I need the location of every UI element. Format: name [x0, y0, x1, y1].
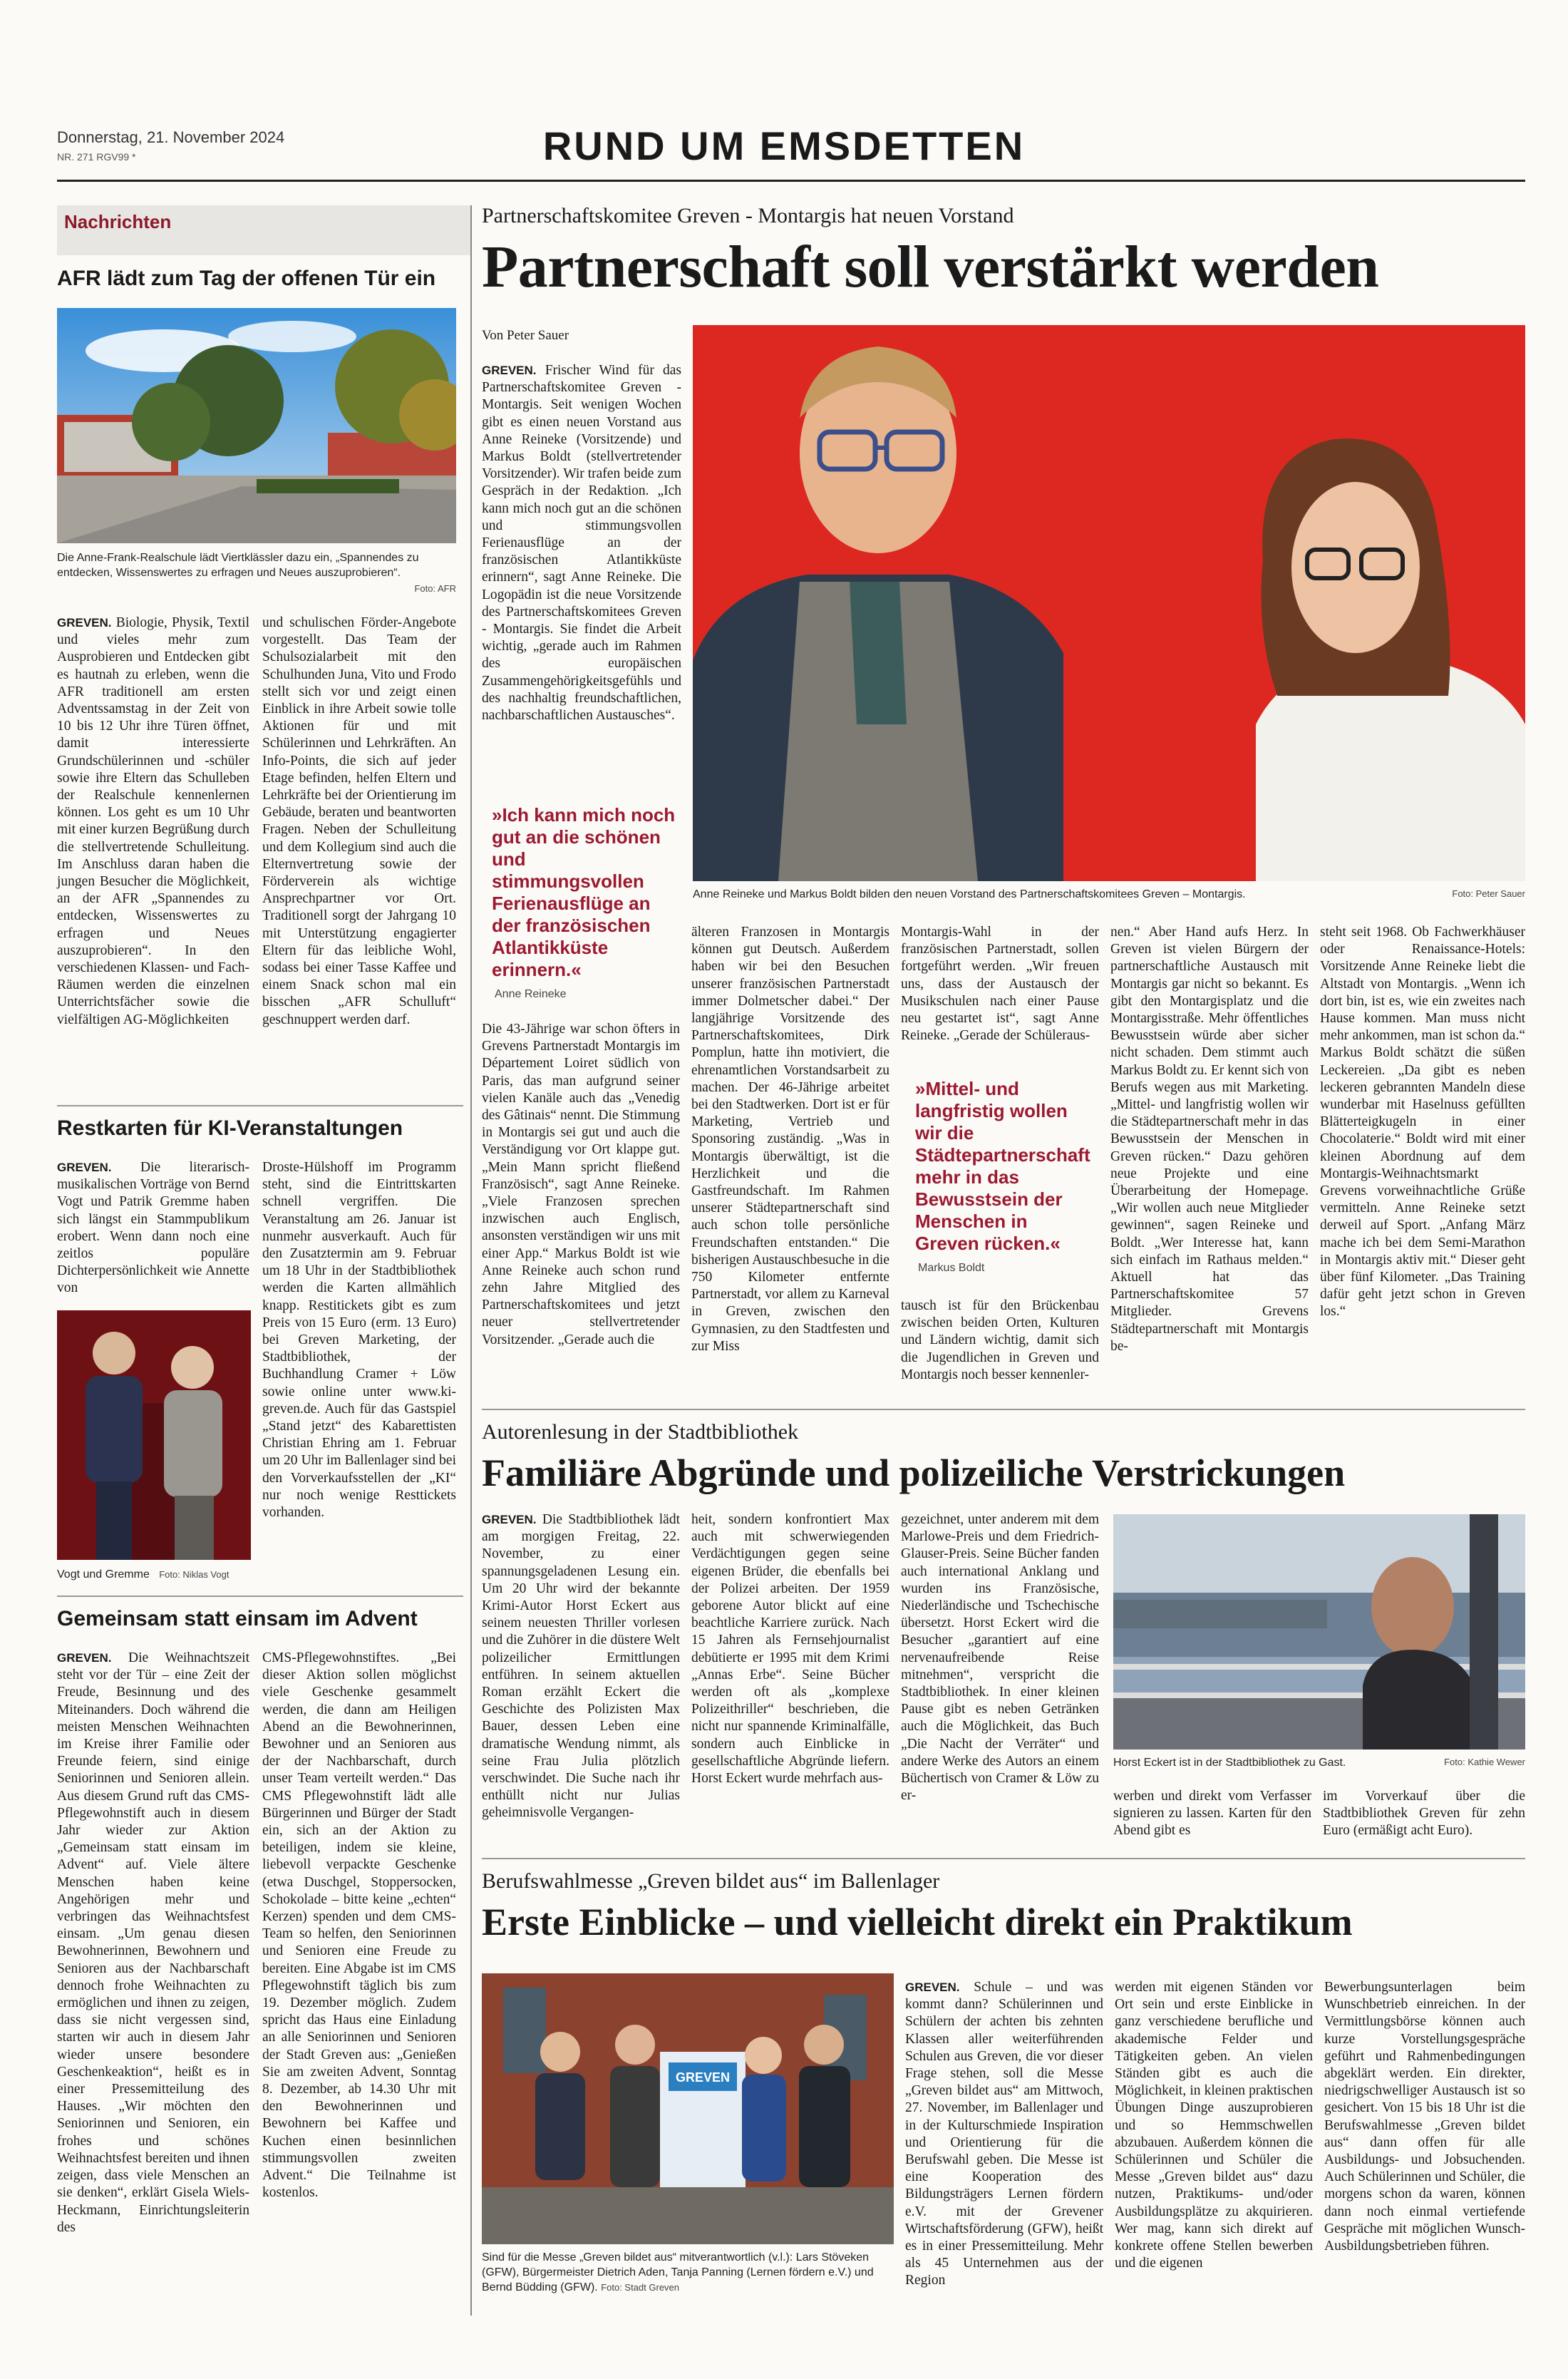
messe-col2-text: werden mit eigenen Ständen vor Ort sein und erste Einblicke in ganz verschiedene berufliche und akademische Felder und Tätigkeiten geben. An vielen Ständen gibt es auch die Möglichkeit, in kleinen praktischen Übungen Dinge auszuprobieren und so Hemmschwellen abzubauen. Außerdem können die Schülerinnen und Schüler die Messe „Greven bildet aus“ dazu nutzen, Praktikums- und/oder Ausbildungsplätze zu akquirieren. Wer mag, kann sich direkt auf konkrete offene Stellen bewerben und die eigenen	[1115, 1980, 1313, 2271]
afr-text-col2	[262, 615, 456, 1029]
main-photo-caption: Anne Reineke und Markus Boldt bilden den neuen Vorstand des Partnerschaftskomitees Greven – Montargis.	[693, 888, 1246, 900]
afr-col1-text: Biologie, Physik, Textil und vieles mehr zum Ausprobieren und Entdecken gibt es hautnah zu erleben, wenn die AFR traditionell am ersten Adventssamstag in der Zeit von 10 bis 12 Uhr ihre Türen öffnet, damit interessierte Grundschülerinnen und -schüler sowie ihre Eltern das Schulleben der Realschule kennenlernen können. Los geht es um 10 Uhr mit einer kurzen Begrüßung durch die stellvertretende Schulleitung. Im Anschluss daran haben die jungen Besucher die Möglichkeit, an der AFR „Spannendes zu entdecken, Wissenswertes zu erfragen und Neues auszuprobieren“. In den verschiedenen Klassen- und Fach-Räumen werden die einzelnen Unterrichtsfächer sowie die vielfältigen AG-Möglichkeiten	[57, 615, 249, 1027]
main-text-col1	[482, 1021, 680, 1349]
messe-col1-text: Schule – und was kommt dann? Schülerinnen und Schülern der achten bis zehnten Klassen aller weiterführenden Schulen aus Greven, die vor dieser Frage stehen, soll die Messe „Greven bildet aus“ am Mittwoch, 27. November, im Ballenlager und in der Kulturschmiede Inspiration und Orientierung für die Berufswahl geben. Die Messe ist eine Kooperation des Bildungsträgers Lernen fördern e.V. mit der Grevener Wirtschaftsförderung (GFW), heißt es in einer Pressemitteilung. Mehr als 45 Unternehmen aus der Region	[905, 1980, 1103, 2288]
lesung-text-col3	[901, 1511, 1099, 1804]
messe-text-col1	[905, 1979, 1103, 2290]
main-quote-1-author: Anne Reineke	[495, 988, 567, 1000]
main-col4-text: nen.“ Aber Hand aufs Herz. In Greven ist vielen Bürgern der partnerschaftliche Austausch mit Montargis gar nicht so bekannt. Es gibt den Montargisplatz und die Montargisstraße. Mehr öffentliches Bewusstsein würde aber sicher nicht schaden. Dem stimmt auch Markus Boldt zu. Er kennt sich von Berufs wegen aus mit Marketing. „Mittel- und langfristig wollen wir die Städtepartnerschaft mehr in das Bewusstsein der Menschen in Greven rücken.“ Dazu gehören neue Projekte und eine Überarbeitung der Homepage. „Wir wollen auch neue Mitglieder gewinnen“, sagen Reineke und Boldt. „Wer Interesse hat, kann sich einfach im Rathaus melden.“ Aktuell hat das Partnerschaftskomitee 57 Mitglieder. Grevens Städtepartnerschaft mit Montargis be-	[1110, 925, 1309, 1354]
reineke-boldt-photo	[693, 325, 1525, 881]
lesung-col3-text: gezeichnet, unter anderem mit dem Marlowe-Preis und dem Friedrich-Glauser-Preis. Seine Bücher fanden auch international Anklang und wurden ins Französische, Niederländische und Tschechische übersetzt. Horst Eckert wird die Besucher „garantiert auf eine nervenaufreibende Reise mitnehmen“, verspricht die Stadtbibliothek. In einer kleinen Pause gibt es neben Getränken auch die Möglichkeit, das Buch „Die Nacht der Verräter“ und andere Werke des Autors an einem Büchertisch von Cramer & Löw zu er-	[901, 1512, 1099, 1804]
main-col1-text: Die 43-Jährige war schon öfters in Grevens Partnerstadt Montargis im Département Loiret südlich von Paris, das man aufgrund seiner vielen Kanäle auch das „Venedig des Gâtinais“ nennt. Die Stimmung in Montargis sei gut und auch die Verständigung vor Ort klappe gut. „Mein Mann spricht fließend Französisch“, sagt Anne Reineke. „Viele Franzosen sprechen inzwischen auch Englisch, ansonsten verständigen wir uns mit einer App.“ Markus Boldt ist wie Anne Reineke auch schon rund zehn Jahre Mitglied des Partnerschaftskomitees und jetzt neuer stellvertretender Vorsitzender. „Gerade auch die	[482, 1022, 680, 1347]
messe-group-photo	[482, 1973, 894, 2244]
afr-headline: AFR lädt zum Tag der offenen Tür ein	[57, 267, 436, 290]
main-text-col2	[691, 924, 889, 1355]
lesung-photo-credit: Foto: Kathie Wewer	[1444, 1757, 1525, 1767]
lesung-col5-text: im Vorverkauf über die Stadtbibliothek Greven für zehn Euro (ermäßigt acht Euro).	[1323, 1789, 1525, 1839]
afr-text-col1	[57, 615, 249, 1029]
lesung-photo-caption: Horst Eckert ist in der Stadtbibliothek zu Gast.	[1113, 1757, 1346, 1769]
messe-headline: Erste Einblicke – und vielleicht direkt ein Praktikum	[482, 1901, 1353, 1943]
afr-caption: Die Anne-Frank-Realschule lädt Viertklässler dazu ein, „Spannendes zu entdecken, Wissenswertes zu erfragen und Neues auszuprobieren“.	[57, 552, 419, 579]
messe-kicker: Berufswahlmesse „Greven bildet aus“ im Ballenlager	[482, 1869, 940, 1893]
main-byline: Von Peter Sauer	[482, 328, 569, 343]
lesung-dateline: GREVEN.	[482, 1513, 537, 1526]
main-quote-2: »Mittel- und langfristig wollen wir die Städtepartnerschaft mehr in das Bewusstsein der Menschen in Greven rücken.«	[915, 1078, 1090, 1254]
advent-col1-text: Die Weihnachtszeit steht vor der Tür – eine Zeit der Freude, Besinnung und des Miteinanders. Doch während die meisten Menschen Weihnachten im Kreise ihrer Familie oder Freunde feiern, sind einige Seniorinnen und Senioren allein. Aus diesem Grund ruft das CMS-Pflegewohnstift auch in diesem Jahr wieder zur Aktion „Gemeinsam statt einsam im Advent“ auf. Viele ältere Menschen haben keine Angehörigen mehr und verbringen das Weihnachtsfest einsam. „Um genau diesen Bewohnerinnen, Bewohnern und Senioren aus der Nachbarschaft dennoch frohe Weihnachten zu ermöglichen und ihnen zu zeigen, dass sie nicht vergessen sind, starten wir auch in diesem Jahr wieder unsere besondere Geschenkeaktion“, heißt es in einer Pressemitteilung des Hauses. „Wir möchten den Seniorinnen und Senioren, ein frohes und schönes Weihnachtsfest bereiten und ihnen zeigen, dass viele Menschen an sie denken“, erklärt Gisela Wiels-Heckmann, Einrichtungsleiterin des	[57, 1650, 249, 2235]
main-col3a-text: Montargis-Wahl in der französischen Partnerstadt, sollen fortgeführt werden. „Wir freuen uns, dass der Austausch der Musikschulen nach einer Pause neu gestartet ist“, sagt Anne Reineke. „Gerade der Schüleraus-	[901, 925, 1099, 1044]
eckert-photo	[1113, 1514, 1525, 1749]
lesung-col2-text: heit, sondern konfrontiert Max auch mit schwerwiegenden Verdächtigungen gegen seine eigenen Brüder, die ebenfalls bei der Polizei arbeiten. Der 1959 geborene Autor blickt auf eine beachtliche Karriere zurück. Nach 15 Jahren als Fernsehjournalist debütierte er 1995 mit dem Krimi „Annas Erbe“. Seine Bücher werden oft als „komplexe Polizeithriller“ beschrieben, die nicht nur spannende Kriminalfälle, sondern auch Einblicke in gesellschaftliche Abgründe liefern. Horst Eckert wurde mehrfach aus-	[691, 1512, 889, 1787]
ki-caption-row	[57, 1567, 251, 1582]
advent-dateline: GREVEN.	[57, 1651, 112, 1665]
advent-col2-text: CMS-Pflegewohnstiftes. „Bei dieser Aktion sollen möglichst viele Geschenke gesammelt werden, die dann am Heiligen Abend an die Bewohnerinnen, Bewohner und an Senioren aus der der Nachbarschaft, durch unser Team verteilt werden.“ Das CMS Pflegewohnstift lädt alle Bürgerinnen und Bürger der Stadt ein, sich an der Aktion zu beteiligen, indem sie kleine, liebevoll verpackte Geschenke (etwa Duschgel, Stoppersocken, Schokolade – bitte keine „echten“ Kerzen) spenden und dem CMS-Team so helfen, den Seniorinnen und Senioren eine Freude zu bereiten. Eine Abgabe ist im CMS Pflegewohnstift täglich bis zum 19. Dezember möglich. Zudem spricht das Haus eine Einladung an alle Seniorinnen und Senioren der Stadt Greven aus: „Genießen Sie am zweiten Advent, Sonntag 8. Dezember, ab 14.30 Uhr mit den Bewohnerinnen und Bewohnern bei Kaffee und Kuchen einen besinnlichen stimmungsvollen zweiten Advent.“ Die Teilnahme ist kostenlos.	[262, 1650, 456, 2201]
ki-col1-text: Die literarisch-musikalischen Vorträge von Bernd Vogt und Patrik Gremme haben sich längst ein Stammpublikum erobert. Wenn dann noch eine zeitlos populäre Dichterpersönlichkeit wie Annette von	[57, 1160, 249, 1296]
lesung-col4-text: werben und direkt vom Verfasser signieren zu lassen. Karten für den Abend gibt es	[1113, 1789, 1311, 1839]
ki-headline: Restkarten für KI-Veranstaltungen	[57, 1116, 403, 1140]
main-intro	[482, 362, 681, 724]
main-col3b-text: tausch ist für den Brückenbau zwischen beiden Orten, Kulturen und Ländern wichtig, damit sich die Jugendlichen in Greven und Montargis noch besser kennenler-	[901, 1298, 1099, 1382]
main-divider-2	[482, 1858, 1525, 1859]
page-section-title: RUND UM EMSDETTEN	[542, 123, 1026, 168]
issue-date: Donnerstag, 21. November 2024	[57, 128, 285, 146]
messe-text-col2	[1115, 1979, 1313, 2272]
messe-banner-text: GREVEN	[675, 2070, 731, 2085]
messe-text-col3	[1324, 1979, 1525, 2255]
sidebar-divider-1	[57, 1105, 463, 1106]
main-divider-1	[482, 1409, 1525, 1410]
ki-photo-credit: Foto: Niklas Vogt	[159, 1569, 229, 1580]
lesung-text-col5	[1323, 1788, 1525, 1840]
afr-school-photo	[57, 308, 456, 543]
advent-text-col2	[262, 1650, 456, 2202]
ki-col2-text: Droste-Hülshoff im Programm steht, sind die Eintrittskarten schnell vergriffen. Die Veranstaltung am 26. Januar ist nunmehr ausverkauft. Auch für den Zusatztermin am 9. Februar um 18 Uhr in der Stadtbibliothek werden die Karten allmählich knapp. Restitickets gibt es zum Preis von 15 Euro (erm. 13 Euro) bei Greven Marketing, der Stadtbibliothek, der Buchhandlung Cramer + Löw sowie online unter www.ki-greven.de. Auch für das Gastspiel „Stand jetzt“ des Kabarettisten Christian Ehring am 1. Februar um 20 Uhr im Ballenlager sind bei den Vorverkaufsstellen der „KI“ nur noch wenige Resttickets vorhanden.	[262, 1160, 456, 1521]
main-text-col3a	[901, 924, 1099, 1044]
main-photo-credit: Foto: Peter Sauer	[1452, 888, 1525, 899]
ki-caption: Vogt und Gremme	[57, 1568, 150, 1581]
section-label: Nachrichten	[64, 211, 172, 232]
ki-dateline: GREVEN.	[57, 1161, 112, 1174]
lesung-text-col1	[482, 1511, 680, 1822]
sidebar-divider-2	[57, 1596, 463, 1597]
lesung-text-col2	[691, 1511, 889, 1787]
messe-caption-text: Sind für die Messe „Greven bildet aus“ mitverantwortlich (v.l.): Lars Stöveken (GFW), Bürgermeister Dietrich Aden, Tanja Panning (Lernen fördern e.V.) und Bernd Büdding (GFW).	[482, 2251, 874, 2293]
advent-text-col1	[57, 1650, 249, 2236]
lesung-headline: Familiäre Abgründe und polizeiliche Verstrickungen	[482, 1451, 1346, 1494]
vogt-gremme-photo	[57, 1310, 251, 1560]
masthead-rule	[57, 180, 1525, 182]
main-text-col4	[1110, 924, 1309, 1355]
ki-text-col1	[57, 1159, 249, 1298]
messe-photo-caption	[482, 2250, 894, 2295]
issue-number: NR. 271 RGV99 *	[57, 151, 136, 163]
main-dateline: GREVEN.	[482, 364, 537, 377]
main-quote-1: »Ich kann mich noch gut an die schönen und stimmungsvollen Ferienausflüge an der französischen Atlantikküste erinnern.«	[492, 804, 676, 980]
lesung-text-col4	[1113, 1788, 1311, 1840]
messe-col3-text: Bewerbungsunterlagen beim Wunschbetrieb einreichen. In der Vermittlungsbörse können auch kurze Vorstellungsgespräche geführt und Rahmenbedingungen abgeklärt werden. Ein direkter, niedrigschwelliger Austausch ist so gesichert. Von 15 bis 18 Uhr ist die Berufswahlmesse „Greven bildet aus“ dann offen für alle Ausbildungs- und Jobsuchenden. Auch Schülerinnen und Schüler, die morgens schon da waren, können dann noch einmal vertiefende Gespräche mit möglichen Wunsch-Ausbildungsbetrieben führen.	[1324, 1980, 1525, 2254]
afr-dateline: GREVEN.	[57, 616, 112, 630]
lesung-col1-text: Die Stadtbibliothek lädt am morgigen Freitag, 22. November, zu einer spannungsgeladenen Lesung ein. Um 20 Uhr wird der bekannte Krimi-Autor Horst Eckert aus seinem neuesten Thriller vorlesen und die Zuhörer in die düstere Welt polizeilicher Ermittlungen entführen. In seinem aktuellen Roman erzählt Eckert die Geschichte des Polizisten Max Bauer, dessen Leben eine dramatische Wendung nimmt, als seine Frau Julia plötzlich verschwindet. Die Suche nach ihr enthüllt nicht nur Julias geheimnisvolle Vergangen-	[482, 1512, 680, 1821]
ki-text-col2	[262, 1159, 456, 1521]
main-text-col3b	[901, 1298, 1099, 1384]
main-col5-text: steht seit 1968. Ob Fachwerkhäuser oder Renaissance-Hotels: Vorsitzende Anne Reineke liebt die Altstadt von Montargis. „Wenn ich dort bin, ist es, wie ein zweites nach Hause kommen. Man muss nicht mehr ankommen, man ist schon da.“ Markus Boldt schätzt die süßen Leckereien. „Da gibt es neben leckeren gebrannten Mandeln diese wunderbar mit Haselnuss gefüllten Blätterteigkugeln in einer Chocolaterie.“ Boldt wird mit einer kleinen Abordnung auf dem Montargis-Weihnachtsmarkt Grevens vorweihnachtliche Grüße vermitteln. Anne Reineke setzt derweil auf Sport. „Anfang März mache ich bei dem Semi-Marathon in Montargis aktiv mit.“ Dieser geht über fünf Kilometer. „Das Training dafür geht jetzt schon in Greven los.“	[1320, 925, 1525, 1320]
main-kicker: Partnerschaftskomitee Greven - Montargis hat neuen Vorstand	[482, 204, 1014, 227]
main-text-col5	[1320, 924, 1525, 1321]
messe-photo-credit: Foto: Stadt Greven	[601, 2282, 680, 2293]
main-quote-2-author: Markus Boldt	[918, 1262, 985, 1274]
afr-photo-credit: Foto: AFR	[414, 583, 456, 594]
advent-headline: Gemeinsam statt einsam im Advent	[57, 1607, 418, 1630]
sidebar-divider	[470, 205, 472, 2316]
lesung-kicker: Autorenlesung in der Stadtbibliothek	[482, 1420, 799, 1444]
main-intro-text: Frischer Wind für das Partnerschaftskomitee Greven - Montargis. Seit wenigen Wochen gibt es einen neuen Vorstand aus Anne Reineke (Vorsitzende) und Markus Boldt (stellvertretender Vorsitzender). Wir trafen beide zum Gespräch in der Redaktion. „Ich kann mich noch gut an die schönen und stimmungsvollen Ferienausflüge an der französischen Atlantikküste erinnern“, sagt Anne Reineke. Die Logopädin ist die neue Vorsitzende des Partnerschaftskomitees Greven - Montargis. Sie findet die Arbeit wichtig, „gerade auch im Rahmen des europäischen Zusammengehörigkeitsgefühls und des nachhaltig freundschaftlichen, nachbarschaftlichen Austausches“.	[482, 363, 681, 724]
messe-dateline: GREVEN.	[905, 1980, 960, 1994]
main-headline: Partnerschaft soll verstärkt werden	[482, 234, 1379, 300]
afr-col2-text: und schulischen Förder-Angebote vorgestellt. Das Team der Schulsozialarbeit mit den Schulhunden Juna, Vito und Frodo stellt sich vor und zeigt einen Einblick in ihre Arbeit sowie tolle Aktionen für und mit Schülerinnen und Lehrkräften. An Info-Points, die sich auf jeder Etage befinden, helfen Eltern und Lehrkräfte bei der Orientierung im Gebäude, beraten und beantworten Fragen. Neben der Schulleitung und dem Kollegium sind auch die Elternvertretung sowie der Förderverein als wichtige Ansprechpartner vor Ort. Traditionell sorgt der Jahrgang 10 mit Unterstützung engagierter Eltern für das leibliche Wohl, sodass bei einer Tasse Kaffee und einem Snack schon mal ein bisschen „AFR Schulluft“ geschnuppert werden darf.	[262, 615, 456, 1027]
main-col2-text: älteren Franzosen in Montargis können gut Deutsch. Außerdem haben wir bei den Besuchen unserer französischen Partnerstadt immer Dolmetscher dabei.“ Der langjährige Vorsitzende des Partnerschaftskomitees, Dirk Pomplun, hatte ihn motiviert, die ehrenamtlichen Vorstandsarbeit zu machen. Der 46-Jährige arbeitet bei den Stadtwerken. Dort ist er für Marketing, Vertrieb und Sponsoring zuständig. „Was in Montargis überwältigt, ist die Herzlichkeit und die Gastfreundschaft. Im Rahmen unserer Städtepartnerschaft sind auch schon tolle persönliche Freundschaften entstanden.“ Die bisherigen Austauschbesuche in die 750 Kilometer entfernte Partnerstadt, vor allem zu Karneval in Greven, zwischen den Gymnasien, zu den Stadtfesten und zur Miss	[691, 925, 889, 1354]
